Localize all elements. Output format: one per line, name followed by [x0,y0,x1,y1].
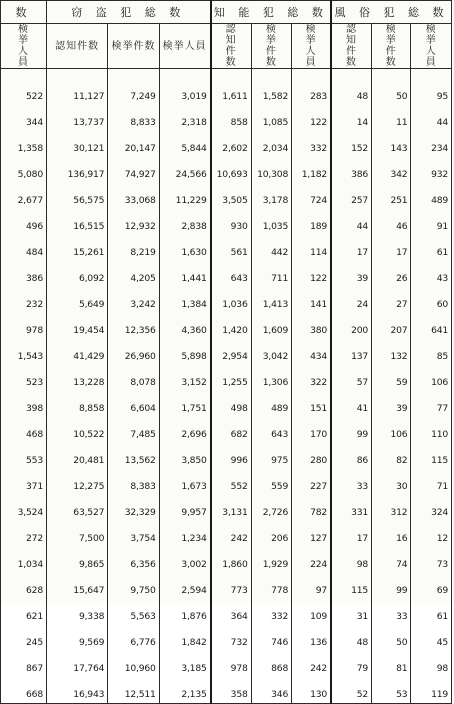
header-label: 検挙人員 [305,24,317,68]
cell-theft-arrested: 3,002 [159,547,210,573]
cell-theft-recognized: 13,228 [46,365,107,391]
header-int-arrested [292,24,331,69]
cell-theft-arrested: 24,566 [159,157,210,183]
cell-mor-recognized: 98 [331,547,371,573]
header-arrested-persons [1,24,47,69]
cell-mor-arrested: 12 [411,521,452,547]
cell-int-arrested: 136 [292,625,331,651]
table-row [1,183,452,209]
cell-arrested: 1,543 [1,339,47,365]
cell-mor-cleared: 132 [372,339,411,365]
table-row [1,339,452,365]
cell-arrested: 2,677 [1,183,47,209]
table-row [1,313,452,339]
cell-int-cleared: 711 [251,261,291,287]
cell-mor-recognized: 39 [331,261,371,287]
cell-mor-arrested: 115 [411,443,452,469]
cell-arrested: 3,524 [1,495,47,521]
cell-arrested: 628 [1,573,47,599]
cell-arrested: 484 [1,235,47,261]
cell-mor-recognized: 331 [331,495,371,521]
cell-theft-cleared: 20,147 [108,131,159,157]
cell-mor-arrested: 45 [411,625,452,651]
cell-arrested: 523 [1,365,47,391]
table-row [1,157,452,183]
cell-mor-arrested: 60 [411,287,452,313]
cell-arrested: 344 [1,105,47,131]
cell-mor-recognized: 79 [331,651,371,677]
header-label: 認知件数 [225,24,237,68]
cell-mor-cleared: 30 [372,469,411,495]
cell-int-cleared: 975 [251,443,291,469]
cell-theft-cleared: 3,754 [108,521,159,547]
cell-theft-cleared: 10,960 [108,651,159,677]
table-row [1,547,452,573]
cell-theft-recognized: 9,865 [46,547,107,573]
table-row [1,69,452,106]
cell-int-arrested: 114 [292,235,331,261]
cell-mor-cleared: 251 [372,183,411,209]
cell-mor-recognized: 99 [331,417,371,443]
cell-int-arrested: 189 [292,209,331,235]
header-mor-arrested [411,24,452,69]
cell-theft-arrested: 2,696 [159,417,210,443]
cell-int-arrested: 280 [292,443,331,469]
cell-mor-arrested: 932 [411,157,452,183]
cell-theft-recognized: 11,127 [46,69,107,106]
cell-int-arrested: 151 [292,391,331,417]
table-row [1,209,452,235]
cell-theft-arrested: 1,751 [159,391,210,417]
table-row [1,495,452,521]
cell-int-recognized: 996 [211,443,251,469]
cell-int-recognized: 858 [211,105,251,131]
cell-mor-arrested: 98 [411,651,452,677]
cell-int-recognized: 978 [211,651,251,677]
cell-theft-arrested: 2,838 [159,209,210,235]
cell-theft-cleared: 12,511 [108,677,159,704]
cell-int-recognized: 1,036 [211,287,251,313]
cell-mor-recognized: 44 [331,209,371,235]
cell-theft-arrested: 1,384 [159,287,210,313]
cell-theft-recognized: 41,429 [46,339,107,365]
cell-theft-recognized: 16,943 [46,677,107,704]
cell-int-cleared: 332 [251,599,291,625]
cell-int-arrested: 1,182 [292,157,331,183]
cell-int-arrested: 332 [292,131,331,157]
cell-mor-cleared: 143 [372,131,411,157]
table-body [1,69,452,704]
cell-theft-recognized: 17,764 [46,651,107,677]
table-row [1,365,452,391]
table-row [1,287,452,313]
cell-int-arrested: 242 [292,651,331,677]
cell-int-recognized: 2,954 [211,339,251,365]
cell-int-cleared: 2,034 [251,131,291,157]
cell-theft-recognized: 15,647 [46,573,107,599]
cell-int-arrested: 322 [292,365,331,391]
cell-int-arrested: 127 [292,521,331,547]
cell-mor-arrested: 73 [411,547,452,573]
cell-theft-arrested: 2,135 [159,677,210,704]
cell-int-recognized: 10,693 [211,157,251,183]
cell-theft-cleared: 26,960 [108,339,159,365]
cell-theft-cleared: 12,932 [108,209,159,235]
table-row [1,391,452,417]
cell-int-arrested: 724 [292,183,331,209]
cell-int-recognized: 1,860 [211,547,251,573]
cell-mor-recognized: 33 [331,469,371,495]
cell-theft-cleared: 4,205 [108,261,159,287]
header-label: 検挙人員 [17,24,29,68]
cell-mor-cleared: 46 [372,209,411,235]
cell-mor-recognized: 257 [331,183,371,209]
cell-mor-recognized: 41 [331,391,371,417]
cell-theft-cleared: 32,329 [108,495,159,521]
cell-mor-arrested: 95 [411,69,452,106]
cell-int-arrested: 122 [292,261,331,287]
cell-int-cleared: 1,609 [251,313,291,339]
cell-arrested: 1,358 [1,131,47,157]
cell-int-recognized: 930 [211,209,251,235]
cell-mor-arrested: 110 [411,417,452,443]
cell-mor-cleared: 82 [372,443,411,469]
cell-mor-cleared: 99 [372,573,411,599]
cell-theft-cleared: 3,242 [108,287,159,313]
cell-int-recognized: 561 [211,235,251,261]
cell-mor-arrested: 91 [411,209,452,235]
cell-int-arrested: 227 [292,469,331,495]
cell-int-recognized: 1,420 [211,313,251,339]
cell-mor-cleared: 33 [372,599,411,625]
cell-theft-arrested: 2,594 [159,573,210,599]
cell-theft-recognized: 9,569 [46,625,107,651]
cell-int-cleared: 3,042 [251,339,291,365]
cell-int-arrested: 782 [292,495,331,521]
cell-theft-arrested: 5,898 [159,339,210,365]
cell-int-cleared: 1,035 [251,209,291,235]
cell-theft-arrested: 1,630 [159,235,210,261]
cell-theft-cleared: 8,078 [108,365,159,391]
cell-theft-cleared: 8,833 [108,105,159,131]
cell-mor-recognized: 17 [331,235,371,261]
cell-arrested: 621 [1,599,47,625]
cell-theft-arrested: 11,229 [159,183,210,209]
cell-mor-arrested: 324 [411,495,452,521]
cell-int-cleared: 1,306 [251,365,291,391]
cell-mor-recognized: 57 [331,365,371,391]
cell-mor-recognized: 52 [331,677,371,704]
cell-arrested: 496 [1,209,47,235]
cell-int-recognized: 682 [211,417,251,443]
cell-mor-arrested: 69 [411,573,452,599]
cell-theft-recognized: 136,917 [46,157,107,183]
cell-mor-cleared: 342 [372,157,411,183]
cell-arrested: 245 [1,625,47,651]
cell-int-cleared: 3,178 [251,183,291,209]
cell-theft-recognized: 5,649 [46,287,107,313]
cell-mor-arrested: 71 [411,469,452,495]
cell-mor-arrested: 234 [411,131,452,157]
cell-theft-recognized: 13,737 [46,105,107,131]
cell-theft-arrested: 1,673 [159,469,210,495]
cell-arrested: 386 [1,261,47,287]
cell-theft-recognized: 8,858 [46,391,107,417]
header-morals-crime-total: 風 俗 犯 総 数 [331,1,451,24]
cell-mor-arrested: 44 [411,105,452,131]
cell-theft-cleared: 33,068 [108,183,159,209]
cell-int-cleared: 1,929 [251,547,291,573]
cell-mor-cleared: 59 [372,365,411,391]
table-row [1,677,452,704]
cell-mor-arrested: 85 [411,339,452,365]
header-row-groups [1,1,452,24]
cell-theft-arrested: 3,185 [159,651,210,677]
cell-int-recognized: 242 [211,521,251,547]
table-row [1,625,452,651]
cell-int-cleared: 442 [251,235,291,261]
cell-theft-cleared: 6,776 [108,625,159,651]
cell-int-cleared: 1,085 [251,105,291,131]
cell-theft-recognized: 12,275 [46,469,107,495]
cell-theft-cleared: 8,219 [108,235,159,261]
cell-theft-cleared: 13,562 [108,443,159,469]
cell-int-arrested: 97 [292,573,331,599]
cell-theft-arrested: 3,152 [159,365,210,391]
cell-int-recognized: 498 [211,391,251,417]
header-label: 検挙人員 [425,24,437,68]
table-row [1,651,452,677]
cell-int-arrested: 434 [292,339,331,365]
header-intellectual-crime-total: 知 能 犯 総 数 [211,1,331,24]
cell-int-cleared: 643 [251,417,291,443]
table-row [1,469,452,495]
cell-mor-recognized: 152 [331,131,371,157]
cell-mor-arrested: 641 [411,313,452,339]
cell-mor-cleared: 16 [372,521,411,547]
cell-mor-recognized: 86 [331,443,371,469]
cell-mor-arrested: 61 [411,235,452,261]
cell-mor-cleared: 17 [372,235,411,261]
cell-mor-cleared: 312 [372,495,411,521]
cell-theft-arrested: 1,441 [159,261,210,287]
header-mor-cleared [372,24,411,69]
cell-int-recognized: 3,505 [211,183,251,209]
cell-int-cleared: 489 [251,391,291,417]
cell-int-recognized: 3,131 [211,495,251,521]
table-row [1,443,452,469]
table-row [1,235,452,261]
cell-arrested: 371 [1,469,47,495]
cell-int-arrested: 224 [292,547,331,573]
cell-mor-cleared: 26 [372,261,411,287]
cell-arrested: 1,034 [1,547,47,573]
cell-arrested: 553 [1,443,47,469]
cell-mor-recognized: 115 [331,573,371,599]
header-theft-cleared: 検挙件数 [108,24,159,69]
cell-mor-cleared: 50 [372,69,411,106]
cell-int-cleared: 559 [251,469,291,495]
cell-mor-recognized: 17 [331,521,371,547]
cell-int-cleared: 2,726 [251,495,291,521]
table-row [1,261,452,287]
header-int-cleared [251,24,291,69]
cell-int-recognized: 1,255 [211,365,251,391]
cell-mor-cleared: 81 [372,651,411,677]
cell-theft-cleared: 9,750 [108,573,159,599]
cell-int-arrested: 283 [292,69,331,106]
header-label: 認知件数 [346,24,358,68]
cell-int-recognized: 552 [211,469,251,495]
header-label: 検挙件数 [385,24,397,68]
cell-mor-recognized: 386 [331,157,371,183]
table-row [1,105,452,131]
cell-arrested: 522 [1,69,47,106]
cell-int-cleared: 1,582 [251,69,291,106]
cell-theft-arrested: 3,019 [159,69,210,106]
cell-mor-recognized: 200 [331,313,371,339]
cell-int-cleared: 10,308 [251,157,291,183]
cell-int-arrested: 122 [292,105,331,131]
header-mor-recognized [331,24,371,69]
header-theft-arrested: 検挙人員 [159,24,210,69]
table-row [1,573,452,599]
cell-mor-cleared: 39 [372,391,411,417]
cell-mor-arrested: 77 [411,391,452,417]
cell-theft-arrested: 1,876 [159,599,210,625]
cell-int-cleared: 778 [251,573,291,599]
table-row [1,417,452,443]
cell-theft-recognized: 7,500 [46,521,107,547]
cell-mor-arrested: 43 [411,261,452,287]
cell-mor-arrested: 61 [411,599,452,625]
cell-int-arrested: 141 [292,287,331,313]
cell-theft-recognized: 10,522 [46,417,107,443]
cell-theft-recognized: 63,527 [46,495,107,521]
cell-mor-arrested: 489 [411,183,452,209]
cell-mor-recognized: 14 [331,105,371,131]
table-row [1,131,452,157]
cell-mor-recognized: 48 [331,625,371,651]
cell-theft-cleared: 5,563 [108,599,159,625]
cell-theft-cleared: 7,249 [108,69,159,106]
cell-theft-recognized: 19,454 [46,313,107,339]
cell-mor-cleared: 11 [372,105,411,131]
cell-theft-recognized: 56,575 [46,183,107,209]
cell-mor-arrested: 106 [411,365,452,391]
cell-int-recognized: 358 [211,677,251,704]
cell-int-recognized: 364 [211,599,251,625]
cell-arrested: 232 [1,287,47,313]
cell-theft-arrested: 4,360 [159,313,210,339]
cell-int-cleared: 346 [251,677,291,704]
cell-int-cleared: 1,413 [251,287,291,313]
cell-arrested: 668 [1,677,47,704]
cell-int-cleared: 746 [251,625,291,651]
cell-int-recognized: 732 [211,625,251,651]
header-row-columns [1,24,452,69]
cell-mor-recognized: 137 [331,339,371,365]
header-int-recognized [211,24,251,69]
cell-mor-recognized: 31 [331,599,371,625]
cell-mor-cleared: 207 [372,313,411,339]
cell-mor-cleared: 106 [372,417,411,443]
cell-theft-arrested: 1,842 [159,625,210,651]
cell-theft-cleared: 7,485 [108,417,159,443]
cell-arrested: 867 [1,651,47,677]
header-theft-recognized: 認知件数 [46,24,107,69]
cell-theft-cleared: 12,356 [108,313,159,339]
header-theft-total: 窃 盗 犯 総 数 [46,1,210,24]
cell-mor-cleared: 50 [372,625,411,651]
cell-arrested: 272 [1,521,47,547]
cell-theft-cleared: 6,604 [108,391,159,417]
cell-theft-cleared: 8,383 [108,469,159,495]
cell-int-recognized: 2,602 [211,131,251,157]
cell-arrested: 468 [1,417,47,443]
cell-int-arrested: 130 [292,677,331,704]
cell-theft-recognized: 6,092 [46,261,107,287]
cell-mor-recognized: 48 [331,69,371,106]
cell-arrested: 398 [1,391,47,417]
cell-int-recognized: 1,611 [211,69,251,106]
cell-int-recognized: 643 [211,261,251,287]
cell-theft-arrested: 3,850 [159,443,210,469]
cell-mor-cleared: 74 [372,547,411,573]
cell-theft-recognized: 15,261 [46,235,107,261]
cell-theft-recognized: 30,121 [46,131,107,157]
cell-theft-cleared: 74,927 [108,157,159,183]
cell-int-cleared: 868 [251,651,291,677]
cell-mor-arrested: 119 [411,677,452,704]
cell-int-arrested: 170 [292,417,331,443]
cell-arrested: 978 [1,313,47,339]
cell-mor-recognized: 24 [331,287,371,313]
cell-arrested: 5,080 [1,157,47,183]
cell-theft-arrested: 5,844 [159,131,210,157]
cell-mor-cleared: 53 [372,677,411,704]
table-row [1,521,452,547]
cell-mor-cleared: 27 [372,287,411,313]
cell-int-cleared: 206 [251,521,291,547]
cell-theft-recognized: 9,338 [46,599,107,625]
cell-theft-arrested: 2,318 [159,105,210,131]
cell-theft-arrested: 9,957 [159,495,210,521]
header-label: 検挙件数 [265,24,277,68]
cell-theft-recognized: 20,481 [46,443,107,469]
cell-int-recognized: 773 [211,573,251,599]
cell-theft-recognized: 16,515 [46,209,107,235]
cell-theft-cleared: 6,356 [108,547,159,573]
cell-int-arrested: 109 [292,599,331,625]
cell-int-arrested: 380 [292,313,331,339]
header-count: 数 [1,1,47,24]
cell-theft-arrested: 1,234 [159,521,210,547]
